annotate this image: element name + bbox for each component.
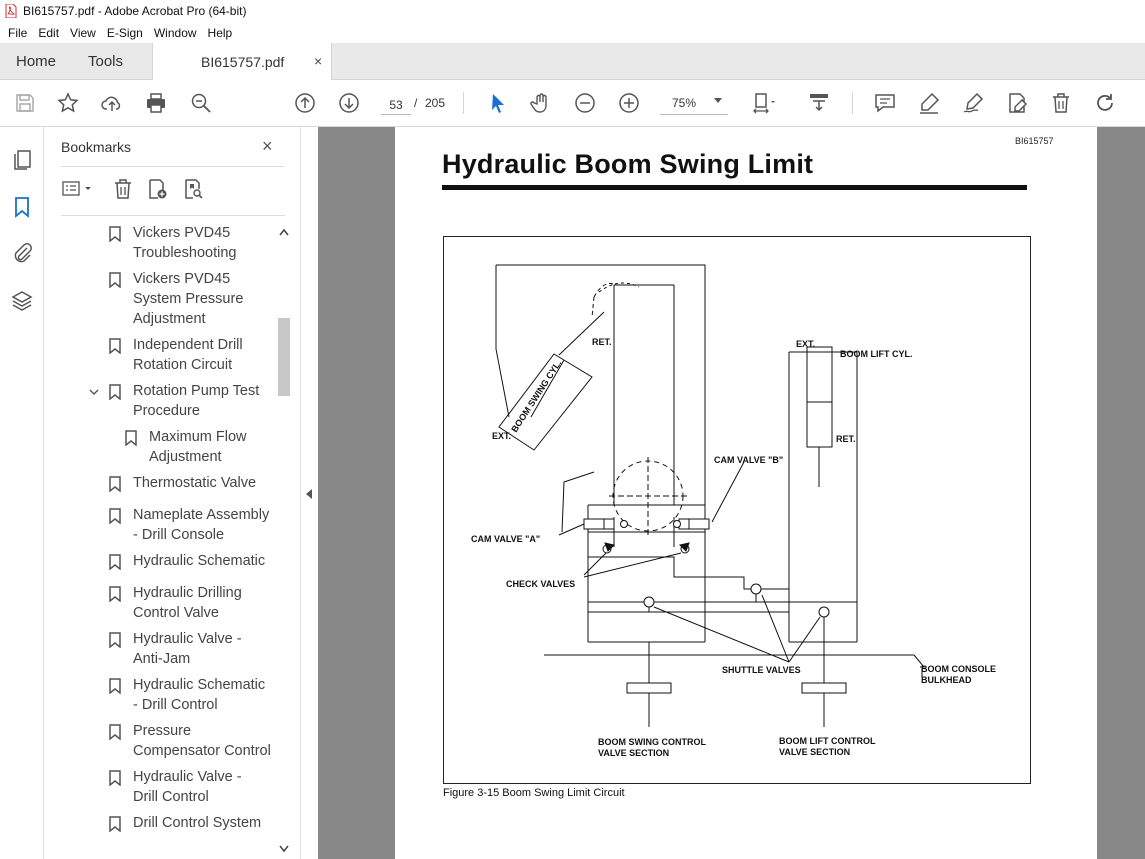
page-fit-icon[interactable] (752, 91, 776, 115)
zoom-out-icon[interactable] (573, 91, 597, 115)
bookmarks-header: Bookmarks (61, 139, 132, 155)
bookmark-icon (109, 816, 121, 832)
bookmark-icon (109, 770, 121, 786)
tab-home[interactable]: Home (16, 53, 57, 70)
menu-view[interactable]: View (70, 25, 96, 40)
tab-tools[interactable]: Tools (88, 53, 124, 70)
divider (61, 166, 285, 167)
bookmark-label-line: Vickers PVD45 (133, 271, 231, 287)
lift-control-label-line1: BOOM LIFT CONTROL (779, 736, 876, 746)
bookmark-label (133, 721, 271, 761)
swing-control-label-line2: VALVE SECTION (598, 748, 670, 758)
figure-caption: Figure 3-15 Boom Swing Limit Circuit (443, 787, 625, 799)
delete-bookmark-icon[interactable] (111, 177, 135, 201)
zoom-search-icon[interactable] (189, 91, 213, 115)
bookmark-icon (109, 678, 121, 694)
shuttle-valves-label: SHUTTLE VALVES (722, 665, 801, 675)
bookmark-label-line: Nameplate Assembly (133, 507, 270, 523)
bookmark-icon (109, 724, 121, 740)
chevron-down-icon[interactable] (89, 386, 99, 396)
highlight-pen-icon[interactable] (917, 91, 941, 115)
bookmark-label-line: Hydraulic Valve - (133, 631, 242, 647)
bookmark-icon (109, 384, 121, 400)
menu-edit[interactable]: Edit (38, 25, 60, 40)
toolbar-divider (463, 92, 464, 114)
bookmark-label-line: Pressure (133, 723, 192, 739)
bookmark-label-line: Hydraulic Schematic (133, 553, 266, 569)
previous-page-icon[interactable] (293, 91, 317, 115)
ext-right-label: EXT. (796, 339, 816, 349)
bookmark-label (133, 583, 242, 623)
tab-close-icon[interactable]: × (314, 53, 323, 69)
bookmark-label-line: - Drill Console (133, 527, 225, 543)
bookmark-label-line: Independent Drill (133, 337, 243, 353)
bookmark-label (149, 427, 246, 467)
sign-pen-icon[interactable] (961, 91, 985, 115)
bookmark-label-line: Anti-Jam (133, 651, 191, 667)
collapse-panel-icon[interactable] (306, 489, 312, 499)
select-cursor-icon[interactable] (486, 91, 510, 115)
bookmark-icon (109, 338, 121, 354)
zoom-in-icon[interactable] (617, 91, 641, 115)
bulkhead-label-line1: BOOM CONSOLE (921, 664, 997, 674)
bookmark-icon (109, 508, 121, 524)
scrollbar-thumb[interactable] (278, 318, 290, 396)
bookmark-label (133, 629, 242, 669)
page-number-input[interactable] (381, 91, 411, 115)
divider (61, 215, 285, 216)
scroll-up-icon[interactable] (279, 225, 289, 239)
bookmark-label-line: Vickers PVD45 (133, 225, 231, 241)
bookmark-panel-icon[interactable] (10, 195, 34, 219)
tab-document[interactable] (152, 43, 332, 81)
swing-control-label-line1: BOOM SWING CONTROL (598, 737, 706, 747)
bookmark-label-line: Hydraulic Valve - (133, 769, 242, 785)
tab-document-label: BI615757.pdf (201, 54, 285, 70)
document-id: BI615757 (1015, 136, 1054, 146)
bookmark-icon (125, 430, 137, 446)
bookmark-label-line: Rotation Pump Test (133, 383, 260, 399)
viewport-gutter (1097, 127, 1145, 859)
bookmark-list (45, 223, 275, 859)
bookmark-label-line: Rotation Circuit (133, 357, 233, 373)
menu-bar (0, 22, 1145, 43)
bookmark-label-line: Hydraulic Drilling (133, 585, 242, 601)
ret-left-label: RET. (592, 337, 612, 347)
menu-window[interactable]: Window (153, 25, 197, 40)
star-icon[interactable] (56, 91, 80, 115)
title-rule (442, 185, 1027, 190)
bookmark-label (133, 473, 256, 493)
hydraulic-diagram (443, 236, 1031, 784)
bookmark-icon (109, 272, 121, 288)
boom-swing-schematic (444, 237, 1032, 785)
toolbar-divider (852, 92, 853, 114)
page-title: Hydraulic Boom Swing Limit (442, 149, 814, 179)
ext-left-label: EXT. (492, 431, 512, 441)
edit-pdf-icon[interactable] (1005, 91, 1029, 115)
boom-swing-cyl-label: BOOM SWING CYL. (509, 358, 564, 435)
bookmark-icon (109, 476, 121, 492)
comment-icon[interactable] (873, 91, 897, 115)
bookmark-label-line: Control Valve (133, 605, 219, 621)
bookmark-label (133, 767, 242, 807)
close-icon[interactable]: × (262, 136, 273, 156)
bookmark-label (133, 675, 265, 715)
window-title: BI615757.pdf - Adobe Acrobat Pro (64-bit) (23, 4, 247, 18)
bookmark-icon (109, 226, 121, 242)
bookmark-label-line: Adjustment (133, 311, 206, 327)
redo-rotate-icon[interactable] (1093, 91, 1117, 115)
bookmark-label-line: - Drill Control (133, 697, 218, 713)
cam-valve-b-label: CAM VALVE "B" (714, 455, 784, 465)
zoom-value: 75% (672, 96, 697, 110)
page-total: 205 (425, 96, 446, 110)
menu-esign[interactable]: E-Sign (106, 25, 143, 40)
bookmark-options-icon[interactable] (61, 177, 85, 201)
attachment-paperclip-icon[interactable] (10, 241, 34, 265)
chevron-down-icon (714, 98, 722, 103)
bookmark-label (133, 269, 243, 329)
ret-right-label: RET. (836, 434, 856, 444)
delete-trash-icon[interactable] (1049, 91, 1073, 115)
toolbar (0, 80, 1145, 127)
bookmark-label-line: Compensator Control (133, 743, 271, 759)
pdf-page (395, 127, 1097, 859)
page-thumbnails-icon[interactable] (10, 148, 34, 172)
bookmark-label-line: Troubleshooting (133, 245, 237, 261)
cam-valve-a-label: CAM VALVE "A" (471, 534, 541, 544)
bookmark-label (133, 335, 243, 375)
title-bar (0, 0, 1145, 22)
scroll-mode-icon[interactable] (807, 91, 831, 115)
bookmark-label-line: Drill Control System (133, 815, 262, 831)
document-viewport[interactable] (318, 127, 1145, 859)
check-valves-label: CHECK VALVES (506, 579, 576, 589)
panel-collapse-strip[interactable] (300, 127, 318, 859)
bookmark-label-line: Hydraulic Schematic (133, 677, 266, 693)
next-page-icon[interactable] (337, 91, 361, 115)
zoom-select[interactable] (660, 91, 728, 115)
bookmark-label (133, 381, 259, 421)
bookmarks-scrollbar[interactable] (276, 222, 291, 859)
bookmark-label-line: System Pressure (133, 291, 244, 307)
bookmark-label (133, 813, 261, 833)
bookmark-label-line: Drill Control (133, 789, 209, 805)
boom-lift-cyl-label: BOOM LIFT CYL. (840, 349, 913, 359)
bulkhead-label-line2: BULKHEAD (921, 675, 972, 685)
tab-bar (0, 43, 1145, 80)
bookmark-icon (109, 632, 121, 648)
menu-help[interactable]: Help (207, 25, 233, 40)
bookmark-search-icon[interactable] (181, 177, 205, 201)
bookmarks-panel (45, 127, 300, 859)
menu-file[interactable]: File (8, 25, 28, 40)
scroll-down-icon[interactable] (279, 842, 289, 856)
upload-cloud-icon[interactable] (100, 91, 124, 115)
bookmark-label-line: Procedure (133, 403, 200, 419)
page-separator: / (414, 96, 418, 110)
bookmark-label-line: Maximum Flow (149, 429, 247, 445)
bookmark-label (133, 223, 236, 263)
layers-icon[interactable] (10, 289, 34, 313)
bookmarks-toolbar (61, 177, 285, 205)
bookmark-label (133, 551, 265, 571)
bookmark-icon (109, 586, 121, 602)
bookmark-label (133, 505, 269, 545)
bookmark-icon (109, 554, 121, 570)
print-icon[interactable] (144, 91, 168, 115)
lift-control-label-line2: VALVE SECTION (779, 747, 851, 757)
new-bookmark-icon[interactable] (145, 177, 169, 201)
save-icon[interactable] (13, 91, 37, 115)
acrobat-pdf-icon (5, 4, 17, 18)
bookmark-label-line: Thermostatic Valve (133, 475, 257, 491)
bookmark-label-line: Adjustment (149, 449, 222, 465)
left-rail (0, 127, 44, 859)
hand-tool-icon[interactable] (529, 91, 553, 115)
